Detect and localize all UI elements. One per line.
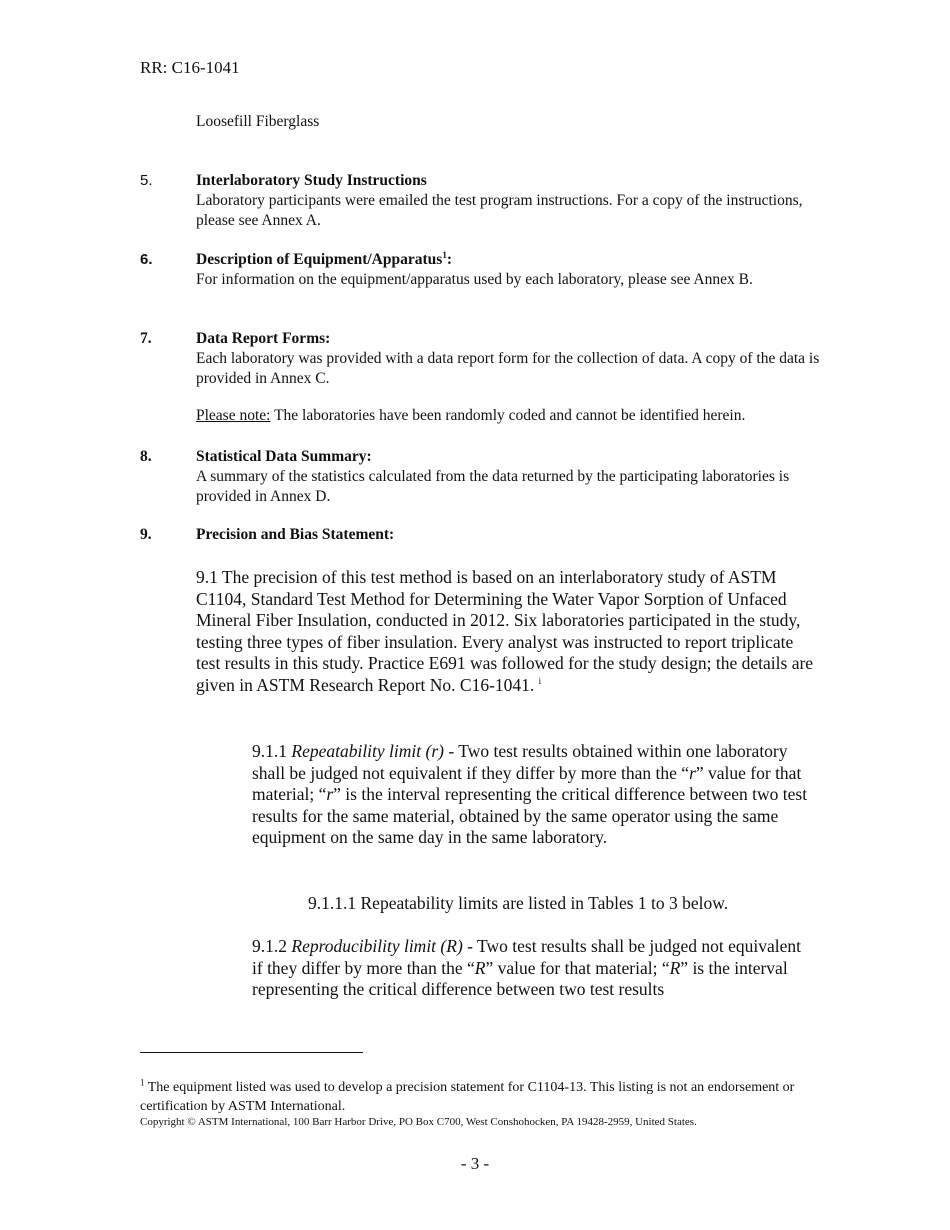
paragraph-9-1-1-1: 9.1.1.1 Repeatability limits are listed in Tables 1 to 3 below. xyxy=(308,893,729,913)
section-text: A summary of the statistics calculated from the data returned by the participating laboratories is provided in Annex D. xyxy=(196,468,790,505)
paragraph-text: ” is the interval representing the critical difference between two test results xyxy=(252,957,788,1000)
paragraph-number: 9.1.1 xyxy=(252,741,292,761)
section-title: Precision and Bias Statement: xyxy=(196,526,395,543)
section-title xyxy=(196,250,820,270)
section-text: For information on the equipment/apparatus used by each laboratory, please see Annex B. xyxy=(196,271,753,288)
section-title: Data Report Forms: xyxy=(196,330,331,347)
footnote xyxy=(140,1078,800,1116)
section-9 xyxy=(140,525,820,545)
paragraph-9-1 xyxy=(196,567,816,697)
section-7 xyxy=(140,329,820,389)
paragraph-text: ” value for that material; “ xyxy=(252,762,802,805)
page-number: - 3 - xyxy=(460,1154,490,1173)
footnote-divider xyxy=(140,1052,363,1053)
symbol-r: r xyxy=(326,784,334,805)
paragraph-9-1-1 xyxy=(252,741,812,849)
section-number: 8. xyxy=(140,448,152,465)
section-text: Laboratory participants were emailed the test program instructions. For a copy of the instructions, please see Annex A. xyxy=(196,192,803,229)
section-number: 7. xyxy=(140,330,152,347)
copyright-notice: Copyright © ASTM International, 100 Barr Harbor Drive, PO Box C700, West Conshohocken, PA 19428-2959, United States. xyxy=(140,1116,697,1128)
section-number: 9. xyxy=(140,526,152,543)
paragraph-9-1-2 xyxy=(252,936,812,1001)
section-title: Statistical Data Summary: xyxy=(196,448,372,465)
endnote-ref: i xyxy=(538,676,542,687)
footnote-marker: 1 xyxy=(140,1077,145,1088)
paragraph-text: ” value for that material; “ xyxy=(485,957,670,978)
section-title-text: Description of Equipment/Apparatus xyxy=(196,251,443,268)
section-title-suffix: : xyxy=(446,251,452,268)
report-id-header: RR: C16-1041 xyxy=(140,58,240,77)
symbol-R: R xyxy=(669,957,681,978)
paragraph-text: - Two test results shall be judged not equivalent if they differ by more than the “ xyxy=(252,936,801,978)
note-label: Please note: xyxy=(196,407,271,424)
symbol-r: r xyxy=(689,762,696,783)
symbol-R: R xyxy=(474,957,486,978)
footnote-ref: 1 xyxy=(442,249,447,260)
note-text: The laboratories have been randomly coded and cannot be identified herein. xyxy=(270,407,746,424)
section-8 xyxy=(140,447,820,507)
section-text: Each laboratory was provided with a data report form for the collection of data. A copy of the data is provided in Annex C. xyxy=(196,350,820,387)
section-number: 6. xyxy=(140,251,153,268)
section-number: 5. xyxy=(140,172,153,189)
paragraph-text: 9.1 The precision of this test method is based on an interlaboratory study of ASTM C1104, Standard Test Method for Determining the Water Vapor Sorption of Unfaced Mineral Fiber Insulation, conducted in 2012. Six laboratories participated in the study, testing three types of fiber insulation. Every analyst was instructed to report triplicate test results in this study. Practice E691 was followed for the study design; the details are given in ASTM Research Report No. C16-1041. xyxy=(196,567,814,695)
paragraph-text: ” is the interval representing the critical difference between two test results for the same material, obtained by the same operator using the same equipment on the same day in the same laboratory. xyxy=(252,784,808,848)
term-reproducibility-limit: Reproducibility limit (R) xyxy=(291,936,463,956)
paragraph-number: 9.1.2 xyxy=(252,936,292,956)
section-title: Interlaboratory Study Instructions xyxy=(196,172,427,189)
term-repeatability-limit: Repeatability limit (r) xyxy=(291,741,444,761)
section-6 xyxy=(140,250,820,290)
paragraph-text: - Two test results obtained within one laboratory shall be judged not equivalent if they differ by more than the “ xyxy=(252,741,788,783)
section-5 xyxy=(140,171,820,231)
please-note xyxy=(196,407,745,425)
footnote-text: The equipment listed was used to develop a precision statement for C1104-13. This listing is not an endorsement or certification by ASTM International. xyxy=(140,1080,795,1114)
material-subtitle: Loosefill Fiberglass xyxy=(196,113,320,130)
